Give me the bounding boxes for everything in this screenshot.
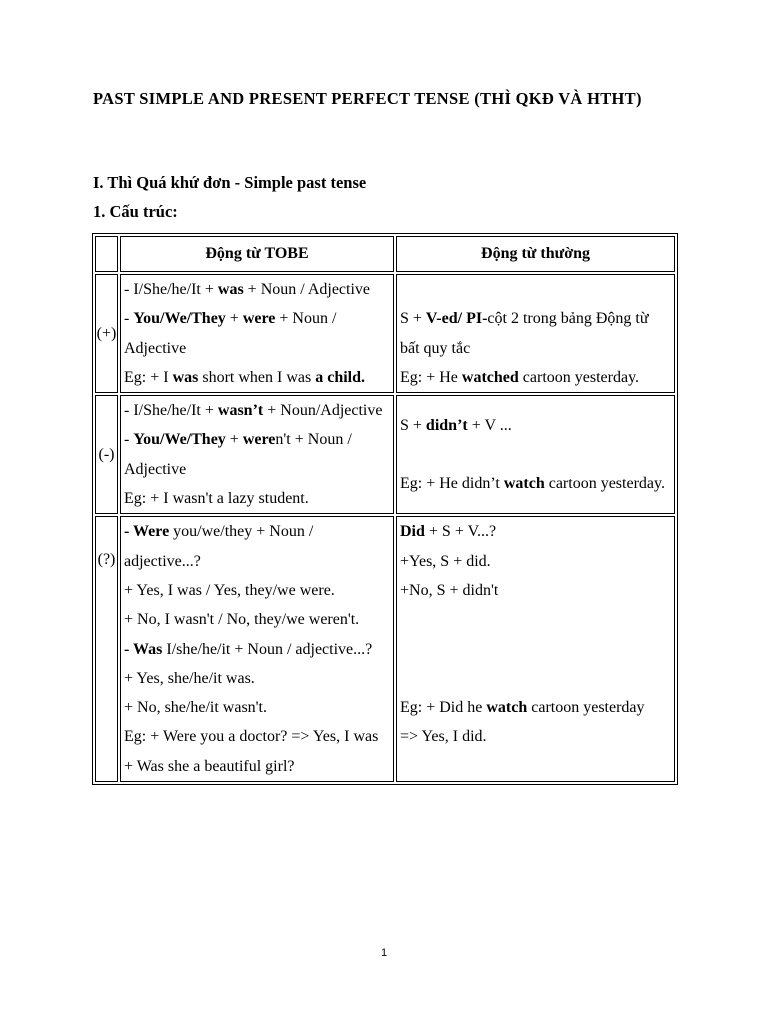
row-sign: (-): [95, 395, 118, 514]
cell-line: + No, she/he/it wasn't.: [124, 699, 267, 717]
cell-line: S + V-ed/ PI-cột 2 trong bảng Động từ bất quy tắc: [400, 310, 649, 357]
table-row: [95, 516, 675, 782]
cell-line: Eg: + He watched cartoon yesterday.: [400, 368, 640, 386]
cell-line: S + didn’t + V ...: [400, 416, 512, 434]
row-sign: (+): [95, 274, 118, 393]
cell-line: Eg: + Did he watch cartoon yesterday: [400, 699, 645, 717]
table-header-row: [95, 236, 675, 272]
cell-line: + Was she a beautiful girl?: [124, 757, 295, 775]
cell-line: Did + S + V...?: [400, 523, 497, 541]
cell-line: +No, S + didn't: [400, 581, 499, 599]
structure-table: [92, 233, 678, 785]
cell-line: - Was I/she/he/it + Noun / adjective...?: [124, 640, 373, 658]
tobe-cell: [120, 516, 394, 782]
tobe-cell: [120, 395, 394, 514]
cell-line: Eg: + I was short when I was a child.: [124, 368, 366, 386]
subsection-heading: 1. Cấu trúc:: [93, 202, 178, 221]
cell-line: Eg: + I wasn't a lazy student.: [124, 490, 309, 508]
page-number: 1: [380, 947, 388, 959]
table-header-blank: [95, 236, 118, 272]
document-title: PAST SIMPLE AND PRESENT PERFECT TENSE (THÌ QKĐ VÀ HTHT): [93, 89, 642, 108]
cell-line: - I/She/he/It + wasn’t + Noun/Adjective: [124, 402, 383, 420]
cell-line: + Yes, she/he/it was.: [124, 669, 255, 687]
row-sign: (?): [95, 516, 118, 782]
table-row: [95, 395, 675, 514]
regular-cell: [396, 395, 675, 514]
tobe-cell: [120, 274, 394, 393]
cell-line: - You/We/They + were + Noun / Adjective: [124, 310, 337, 357]
cell-line: - Were you/we/they + Noun / adjective...?: [124, 523, 314, 570]
cell-line: - I/She/he/It + was + Noun / Adjective: [124, 281, 371, 298]
regular-cell: [396, 274, 675, 393]
cell-line: Eg: + Were you a doctor? => Yes, I was: [124, 728, 379, 746]
table-header-tobe: Động từ TOBE: [120, 236, 394, 272]
regular-cell: [396, 516, 675, 782]
cell-line: - You/We/They + weren't + Noun / Adjective: [124, 431, 352, 478]
cell-line: +Yes, S + did.: [400, 552, 491, 570]
cell-line: + Yes, I was / Yes, they/we were.: [124, 581, 335, 599]
cell-line: => Yes, I did.: [400, 728, 487, 746]
section-heading: I. Thì Quá khứ đơn - Simple past tense: [93, 173, 367, 192]
table-header-regular: Động từ thường: [396, 236, 675, 272]
cell-line: Eg: + He didn’t watch cartoon yesterday.: [400, 475, 665, 493]
table-row: [95, 274, 675, 393]
cell-line: + No, I wasn't / No, they/we weren't.: [124, 611, 360, 629]
